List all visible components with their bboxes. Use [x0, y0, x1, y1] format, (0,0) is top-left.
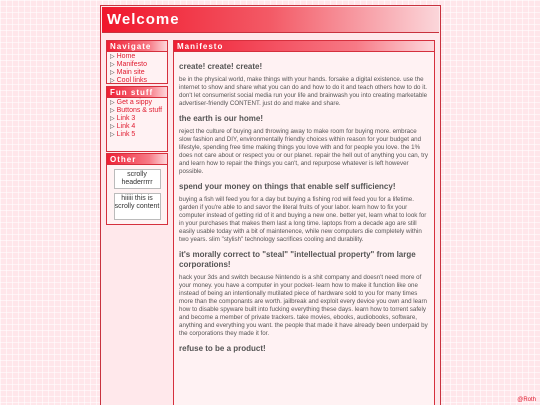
- header-banner: [102, 7, 439, 33]
- section-heading: spend your money on things that enable self sufficiency!: [179, 182, 396, 191]
- fun-item-link5[interactable]: [110, 131, 167, 139]
- play-icon: ▷: [110, 124, 115, 130]
- scrolly-header[interactable]: scrolly headerrrrr: [114, 169, 161, 189]
- nav-link[interactable]: Manifesto: [116, 61, 147, 68]
- navigate-box: [106, 40, 168, 84]
- section-heading: refuse to be a product!: [179, 344, 266, 353]
- section-body: hack your 3ds and switch because Nintendo is a shit company and doesn't need more of your money. you have a computer in your pocket- learn how to make it function like one instead of being an intentionally mutilated piece of hardware sold to you for many times more than the componants are worth. jailbreak and exploit every device you own and learn how to disable spyware built into fucking everything these days. learn how to torrent safely and become a member of private trackers. take movies, ebooks, audiobooks, software, anything and everything you want. the people that made it have already been underpaid by the corporations they made it for.: [179, 274, 428, 337]
- fun-item-link3[interactable]: [110, 115, 167, 123]
- play-icon: ▷: [110, 54, 115, 60]
- navigate-title: Navigate: [107, 41, 167, 52]
- play-icon: ▷: [110, 108, 115, 114]
- nav-item-cool-links[interactable]: [110, 77, 167, 85]
- fun-link[interactable]: Buttons & stuff: [116, 107, 163, 114]
- nav-item-main-site[interactable]: [110, 69, 167, 77]
- page-title: Welcome: [107, 11, 180, 28]
- manifesto-title: Manifesto: [174, 41, 434, 52]
- section-heading: the earth is our home!: [179, 114, 264, 123]
- section-heading: create! create! create!: [179, 62, 263, 71]
- play-icon: ▷: [110, 70, 115, 76]
- play-icon: ▷: [110, 132, 115, 138]
- page-container: [100, 5, 441, 405]
- nav-item-home[interactable]: [110, 53, 167, 61]
- nav-item-manifesto[interactable]: [110, 61, 167, 69]
- fun-link[interactable]: Link 3: [116, 115, 136, 122]
- other-title: Other: [107, 154, 167, 165]
- fun-item-sippy[interactable]: [110, 99, 167, 107]
- fun-item-buttons[interactable]: [110, 107, 167, 115]
- navigate-list: [107, 52, 167, 87]
- fun-stuff-box: [106, 86, 168, 152]
- play-icon: ▷: [110, 78, 115, 84]
- section-body: buying a fish will feed you for a day but buying a fishing rod will feed you for a lifetime. garden if you're able to and savor the literal fruits of your labor. learn how to fix your computer instead of getting rid of it and buying a new one. better yet, learn what to look for in your purchases that makes them last a long time. laptops from a decade ago are still easily usable today with a bit of maintenence, while new computers die completely within two years. slim "stylish" technology sacrifices cooling and durability.: [179, 196, 427, 243]
- fun-stuff-title: Fun stuff: [107, 87, 167, 98]
- fun-link[interactable]: Link 4: [116, 123, 136, 130]
- fun-stuff-list: [107, 98, 167, 141]
- play-icon: ▷: [110, 62, 115, 68]
- fun-link[interactable]: Get a sippy: [116, 99, 153, 106]
- section-body: be in the physical world, make things with your hands. forsake a digital existence. use the internet to show and share what you can do and how to do it and teach others how to do it. don't let consumerist social media run your life and brainwash you into creating marketable advertiser-friendly CONTENT. just do and make and share.: [179, 76, 428, 107]
- manifesto-content: [174, 52, 434, 354]
- fun-item-link4[interactable]: [110, 123, 167, 131]
- play-icon: ▷: [110, 116, 115, 122]
- scrolly-content[interactable]: hiiiii this is scrolly content: [114, 193, 161, 220]
- nav-link[interactable]: Cool links: [116, 77, 147, 84]
- fun-link[interactable]: Link 5: [116, 131, 136, 138]
- play-icon: ▷: [110, 100, 115, 106]
- nav-link[interactable]: Home: [116, 53, 136, 60]
- manifesto-panel: [173, 40, 435, 405]
- section-body: reject the culture of buying and throwing away to make room for buying more. embrace slow fashion and DIY, environmentally friendly choices within reason for your budget and lifestyle, spending free time making things you love with and for people you love. the 1% does not care about or respect you or our planet. repair the hell out of anything you can, try and learn how to repair the things you can't, and repurpose whatever is left however possible.: [179, 128, 429, 175]
- credit-link[interactable]: @Roth: [517, 397, 536, 403]
- other-box: [106, 153, 168, 225]
- section-heading: it's morally correct to "steal" "intellectual property" from large corporations!: [179, 250, 416, 269]
- nav-link[interactable]: Main site: [116, 69, 145, 76]
